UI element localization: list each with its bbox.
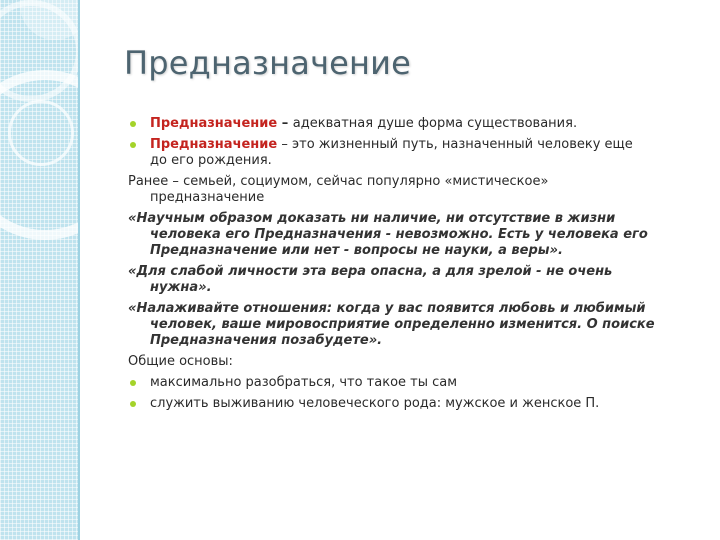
dash-separator: – [277, 137, 292, 152]
paragraph-line: предназначение [150, 190, 265, 205]
slide-title: Предназначение [124, 44, 412, 82]
quote-2 [128, 264, 683, 296]
quote-line: нужна». [150, 280, 212, 295]
definition-text: это жизненный путь, назначенный человеку еще [291, 137, 633, 152]
basics-item [128, 375, 683, 391]
bullet-icon [130, 401, 136, 407]
definition-text-continued: до его рождения. [150, 153, 272, 168]
slide-body [128, 116, 683, 417]
definition-text: адекватная душе форма существования. [292, 116, 578, 131]
basics-heading: Общие основы: [128, 354, 233, 369]
quote-line: «Для слабой личности эта вера опасна, а для зрелой - не очень [128, 264, 613, 279]
decorative-ring [8, 100, 74, 166]
quote-line: «Налаживайте отношения: когда у вас появится любовь и любимый [128, 301, 646, 316]
definition-item-1 [128, 116, 683, 132]
basics-item [128, 396, 683, 412]
quote-line: человек, ваше мировосприятие определенно изменится. О поиске [150, 317, 655, 332]
earlier-paragraph [128, 174, 683, 206]
quote-line: человека его Предназначения - невозможно. Есть у человека его [150, 227, 648, 242]
quote-3 [128, 301, 683, 349]
quote-1 [128, 211, 683, 259]
decorative-side-band [0, 0, 78, 540]
bullet-icon [130, 121, 136, 127]
definition-item-2 [128, 137, 683, 169]
bullet-icon [130, 380, 136, 386]
term-label: Предназначение [150, 116, 278, 131]
paragraph-line: Ранее – семьей, социумом, сейчас популярно «мистическое» [128, 174, 549, 189]
basics-item-text: максимально разобраться, что такое ты сам [150, 375, 458, 390]
band-divider [78, 0, 80, 540]
dash-separator: – [277, 116, 293, 131]
term-label: Предназначение [150, 137, 278, 152]
basics-item-text: служить выживанию человеческого рода: мужское и женское П. [150, 396, 600, 411]
quote-line: «Научным образом доказать ни наличие, ни отсутствие в жизни [128, 211, 616, 226]
quote-line: Предназначение или нет - вопросы не науки, а веры». [150, 243, 563, 258]
bullet-icon [130, 142, 136, 148]
quote-line: Предназначения позабудете». [150, 333, 383, 348]
